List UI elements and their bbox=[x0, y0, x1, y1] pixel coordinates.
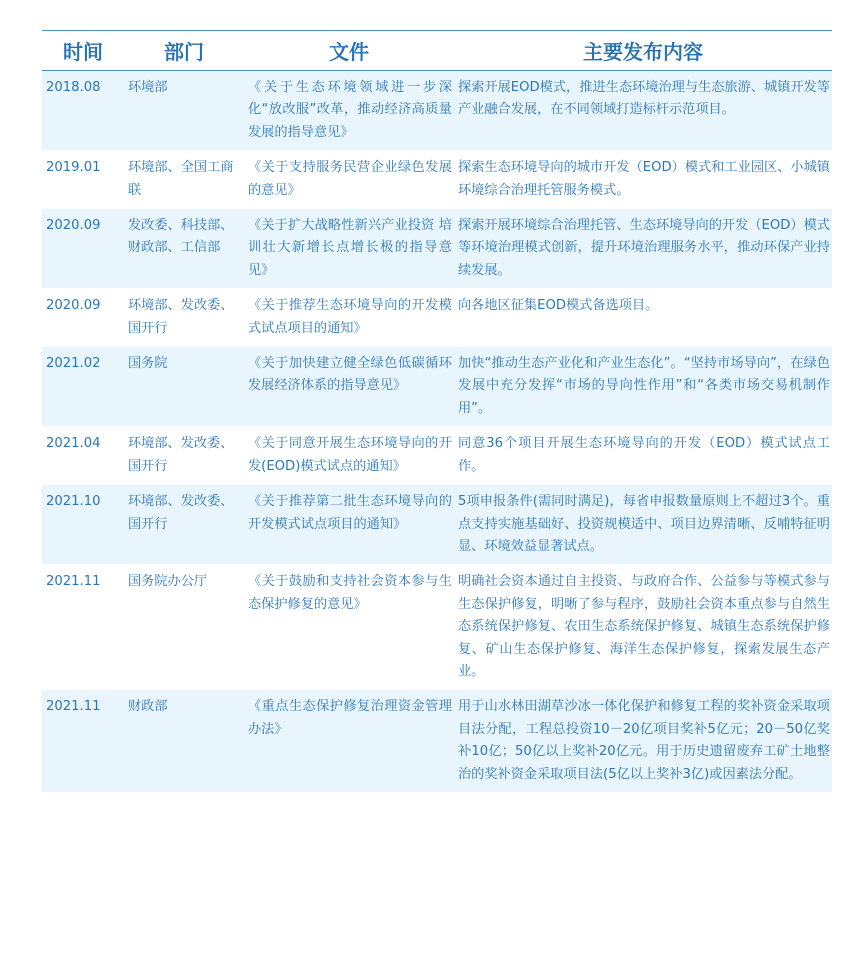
table-row bbox=[42, 289, 832, 347]
cell-file: 《关于推荐生态环境导向的开发模式试点项目的通知》 bbox=[244, 289, 454, 347]
cell-date: 2021.10 bbox=[42, 485, 124, 565]
cell-content: 探索生态环境导向的城市开发（EOD）模式和工业园区、小城镇环境综合治理托管服务模式。 bbox=[454, 151, 832, 209]
table-row bbox=[42, 347, 832, 427]
table-row bbox=[42, 427, 832, 485]
cell-date: 2018.08 bbox=[42, 71, 124, 151]
header-file: 文件 bbox=[244, 31, 454, 71]
table-row bbox=[42, 485, 832, 565]
table-body bbox=[42, 71, 832, 793]
cell-date: 2021.11 bbox=[42, 690, 124, 793]
table-row bbox=[42, 565, 832, 690]
header-date: 时间 bbox=[42, 31, 124, 71]
table-row bbox=[42, 690, 832, 793]
cell-content: 同意36个项目开展生态环境导向的开发（EOD）模式试点工作。 bbox=[454, 427, 832, 485]
header-row bbox=[42, 31, 832, 71]
cell-date: 2020.09 bbox=[42, 209, 124, 289]
cell-date: 2021.11 bbox=[42, 565, 124, 690]
cell-content: 向各地区征集EOD模式备选项目。 bbox=[454, 289, 832, 347]
cell-dept: 环境部、发改委、国开行 bbox=[124, 427, 244, 485]
cell-content: 5项申报条件(需同时满足)，每省申报数量原则上不超过3个。重点支持实施基础好、投资规模适中、项目边界清晰、反哺特征明显、环境效益显著试点。 bbox=[454, 485, 832, 565]
cell-dept: 国务院办公厅 bbox=[124, 565, 244, 690]
table-row bbox=[42, 151, 832, 209]
cell-dept: 环境部、发改委、国开行 bbox=[124, 289, 244, 347]
table-row bbox=[42, 71, 832, 151]
cell-content: 明确社会资本通过自主投资、与政府合作、公益参与等模式参与生态保护修复，明晰了参与程序，鼓励社会资本重点参与自然生态系统保护修复、农田生态系统保护修复、城镇生态系统保护修复、矿山生态保护修复、海洋生态保护修复，探索发展生态产业。 bbox=[454, 565, 832, 690]
cell-file: 《关于支持服务民营企业绿色发展的意见》 bbox=[244, 151, 454, 209]
cell-dept: 发改委、科技部、财政部、工信部 bbox=[124, 209, 244, 289]
cell-date: 2021.02 bbox=[42, 347, 124, 427]
header-dept: 部门 bbox=[124, 31, 244, 71]
cell-file: 《关于同意开展生态环境导向的开发(EOD)模式试点的通知》 bbox=[244, 427, 454, 485]
cell-file: 《关于加快建立健全绿色低碳循环发展经济体系的指导意见》 bbox=[244, 347, 454, 427]
cell-date: 2020.09 bbox=[42, 289, 124, 347]
cell-content: 探索开展EOD模式，推进生态环境治理与生态旅游、城镇开发等产业融合发展，在不同领域打造标杆示范项目。 bbox=[454, 71, 832, 151]
cell-date: 2021.04 bbox=[42, 427, 124, 485]
table-header bbox=[42, 31, 832, 71]
table-row bbox=[42, 209, 832, 289]
cell-dept: 环境部、发改委、国开行 bbox=[124, 485, 244, 565]
cell-file: 《关于鼓励和支持社会资本参与生态保护修复的意见》 bbox=[244, 565, 454, 690]
cell-date: 2019.01 bbox=[42, 151, 124, 209]
cell-content: 探索开展环境综合治理托管、生态环境导向的开发（EOD）模式等环境治理模式创新，提升环境治理服务水平，推动环保产业持续发展。 bbox=[454, 209, 832, 289]
cell-file: 《关于生态环境领域进一步深化“放改服”改革，推动经济高质量发展的指导意见》 bbox=[244, 71, 454, 151]
cell-dept: 财政部 bbox=[124, 690, 244, 793]
cell-file: 《重点生态保护修复治理资金管理办法》 bbox=[244, 690, 454, 793]
cell-file: 《关于推荐第二批生态环境导向的开发模式试点项目的通知》 bbox=[244, 485, 454, 565]
policy-table-container bbox=[42, 30, 832, 793]
cell-dept: 环境部、全国工商联 bbox=[124, 151, 244, 209]
cell-content: 加快“推动生态产业化和产业生态化”。“坚持市场导向”，在绿色发展中充分发挥“市场的导向性作用”和“各类市场交易机制作用”。 bbox=[454, 347, 832, 427]
cell-file: 《关于扩大战略性新兴产业投资 培训壮大新增长点增长极的指导意见》 bbox=[244, 209, 454, 289]
cell-dept: 国务院 bbox=[124, 347, 244, 427]
cell-dept: 环境部 bbox=[124, 71, 244, 151]
policy-table bbox=[42, 30, 832, 793]
cell-content: 用于山水林田湖草沙冰一体化保护和修复工程的奖补资金采取项目法分配，工程总投资10－20亿项目奖补5亿元；20－50亿奖补10亿；50亿以上奖补20亿元。用于历史遗留废弃工矿土地整治的奖补资金采取项目法(5亿以上奖补3亿)或因素法分配。 bbox=[454, 690, 832, 793]
header-content: 主要发布内容 bbox=[454, 31, 832, 71]
